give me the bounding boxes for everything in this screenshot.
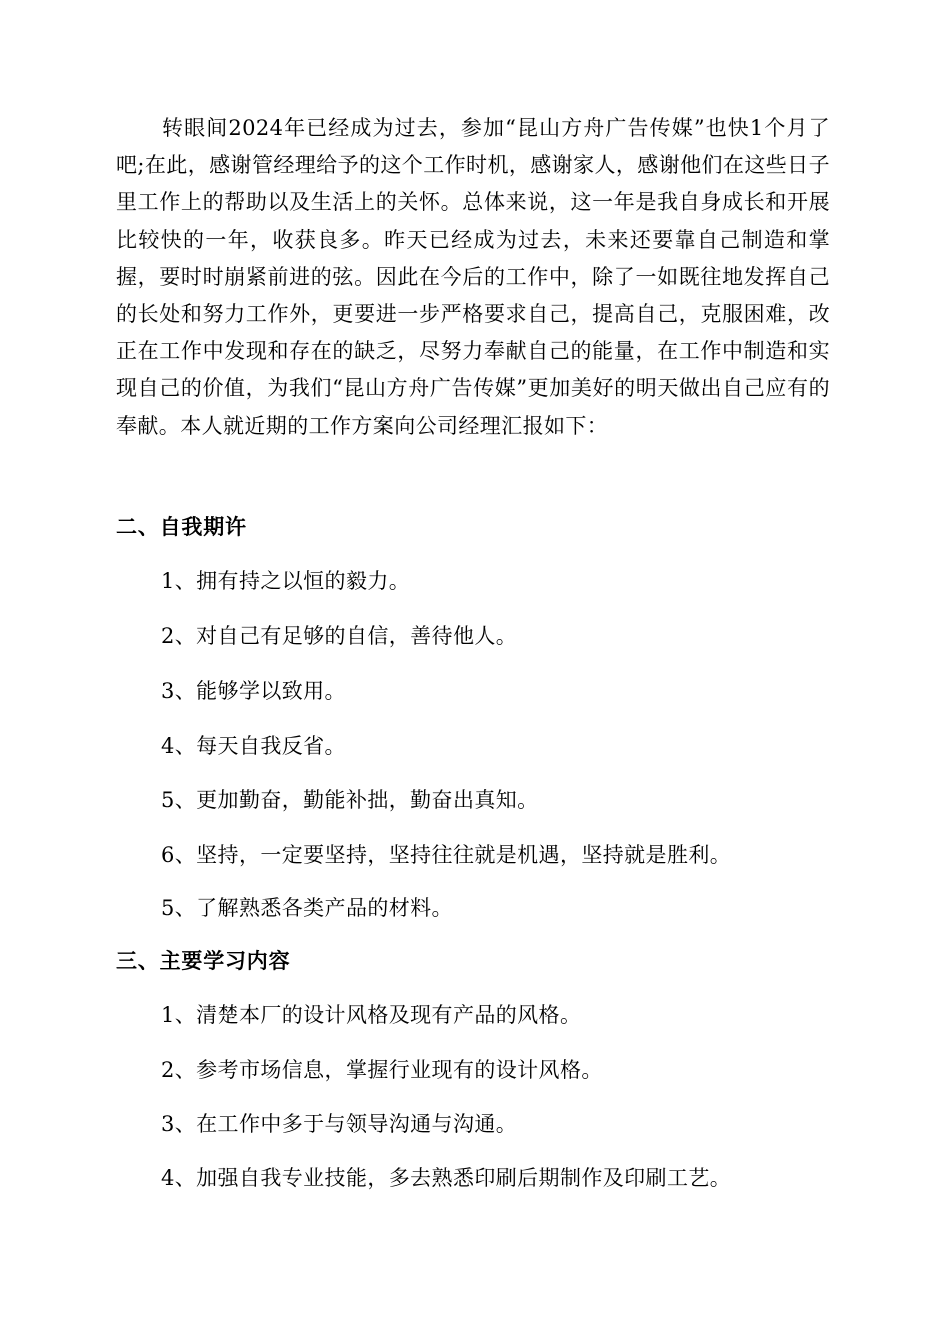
list-item: 3、在工作中多于与领导沟通与沟通。 (161, 1112, 518, 1136)
list-item: 1、拥有持之以恒的毅力。 (161, 569, 411, 593)
list-item: 3、能够学以致用。 (161, 679, 346, 703)
list-item: 2、参考市场信息，掌握行业现有的设计风格。 (161, 1058, 603, 1082)
list-item: 2、对自己有足够的自信，善待他人。 (161, 624, 518, 648)
section-heading-self-expectation: 二、自我期许 (116, 515, 247, 539)
list-item: 4、每天自我反省。 (161, 734, 346, 758)
list-item: 5、了解熟悉各类产品的材料。 (161, 896, 453, 920)
section-heading-study-content: 三、主要学习内容 (116, 949, 291, 973)
list-item: 1、清楚本厂的设计风格及现有产品的风格。 (161, 1003, 582, 1027)
list-item: 4、加强自我专业技能，多去熟悉印刷后期制作及印刷工艺。 (161, 1166, 732, 1190)
intro-paragraph: 转眼间2024年已经成为过去，参加“昆山方舟广告传媒”也快1个月了吧;在此，感谢管经理给予的这个工作时机，感谢家人，感谢他们在这些日子里工作上的帮助以及生活上的关怀。总体来说，这一年是我自身成长和开展比较快的一年，收获良多。昨天已经成为过去，未来还要靠自己制造和掌握，要时时崩紧前进的弦。因此在今后的工作中，除了一如既往地发挥自己的长处和努力工作外，更要进一步严格要求自己，提高自己，克服困难，改正在工作中发现和存在的缺乏，尽努力奉献自己的能量，在工作中制造和实现自己的价值，为我们“昆山方舟广告传媒”更加美好的明天做出自己应有的奉献。本人就近期的工作方案向公司经理汇报如下： (116, 116, 830, 438)
list-item: 6、坚持，一定要坚持，坚持往往就是机遇，坚持就是胜利。 (161, 843, 732, 867)
list-item: 5、更加勤奋，勤能补拙，勤奋出真知。 (161, 788, 539, 812)
